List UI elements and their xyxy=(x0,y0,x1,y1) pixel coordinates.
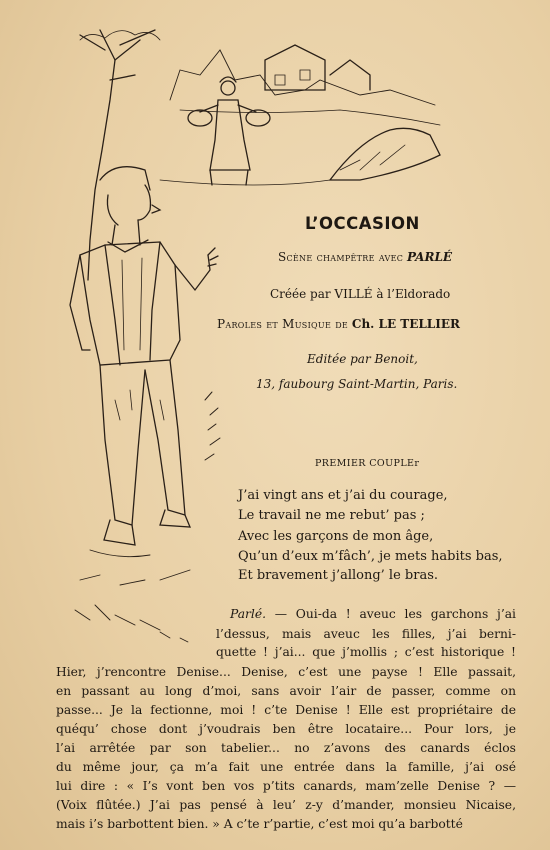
parle-first-line xyxy=(230,607,516,621)
edited-line: Editée par Benoit, xyxy=(307,352,418,366)
prose-line: l’ai arrêtée par son tabelier... no z’avons des canards éclos xyxy=(56,741,516,755)
author-name: Ch. LE TELLIER xyxy=(351,317,460,331)
prose-line: (Voix flûtée.) J’ai pas pensé à leu’ z-y d’mander, monsieu Nicaise, xyxy=(56,798,516,812)
couplet-heading: PREMIER COUPLEr xyxy=(315,458,420,469)
prose-line: — Oui-da ! aveuc les garchons j’ai xyxy=(274,607,516,621)
verse-line: Le travail ne me rebut’ pas ; xyxy=(238,508,425,523)
subtitle xyxy=(245,250,485,264)
prose-line: en passant au long d’moi, sans avoir l’air de passer, comme on xyxy=(56,684,516,698)
subtitle-emphasis: PARLÉ xyxy=(407,250,453,264)
parle-label: Parlé. xyxy=(230,607,267,621)
prose-line: Hier, j’rencontre Denise... Denise, c’est une payse ! Elle passait, xyxy=(56,665,516,679)
verse-line: Avec les garçons de mon âge, xyxy=(238,529,434,544)
paroles-line xyxy=(217,317,517,331)
peasant-illustration xyxy=(60,20,460,660)
address-line: 13, faubourg Saint-Martin, Paris. xyxy=(256,377,458,391)
prose-line: quéqu’ chose dont j’voudrais ben être locataire... Pour lors, je xyxy=(56,722,516,736)
paroles-prefix: Paroles et Musique de xyxy=(217,317,349,331)
subtitle-prefix: Scène champêtre avec xyxy=(277,250,404,264)
prose-line: l’dessus, mais aveuc les filles, j’ai berni- xyxy=(216,627,516,641)
prose-line: quette ! j’ai... que j’mollis ; c’est historique ! xyxy=(216,645,516,659)
prose-line: mais i’s barbottent bien. » A c’te r’partie, c’est moi qu’a barbotté xyxy=(56,817,463,831)
song-title: L’OCCASION xyxy=(305,214,420,233)
prose-line: du même jour, ça m’a fait une entrée dans la famille, j’ai osé xyxy=(56,760,516,774)
prose-line: passe... Je la fectionne, moi ! c’te Denise ! Elle est propriétaire de xyxy=(56,703,516,717)
verse-line: Qu’un d’eux m’fâch’, je mets habits bas, xyxy=(238,549,503,564)
prose-line: lui dire : « I’s vont ben vos p’tits canards, mam’zelle Denise ? — xyxy=(56,779,516,793)
verse-line: Et bravement j’allong’ le bras. xyxy=(238,568,439,583)
verse-line: J’ai vingt ans et j’ai du courage, xyxy=(238,488,448,503)
created-line: Créée par VILLÉ à l’Eldorado xyxy=(270,287,451,301)
